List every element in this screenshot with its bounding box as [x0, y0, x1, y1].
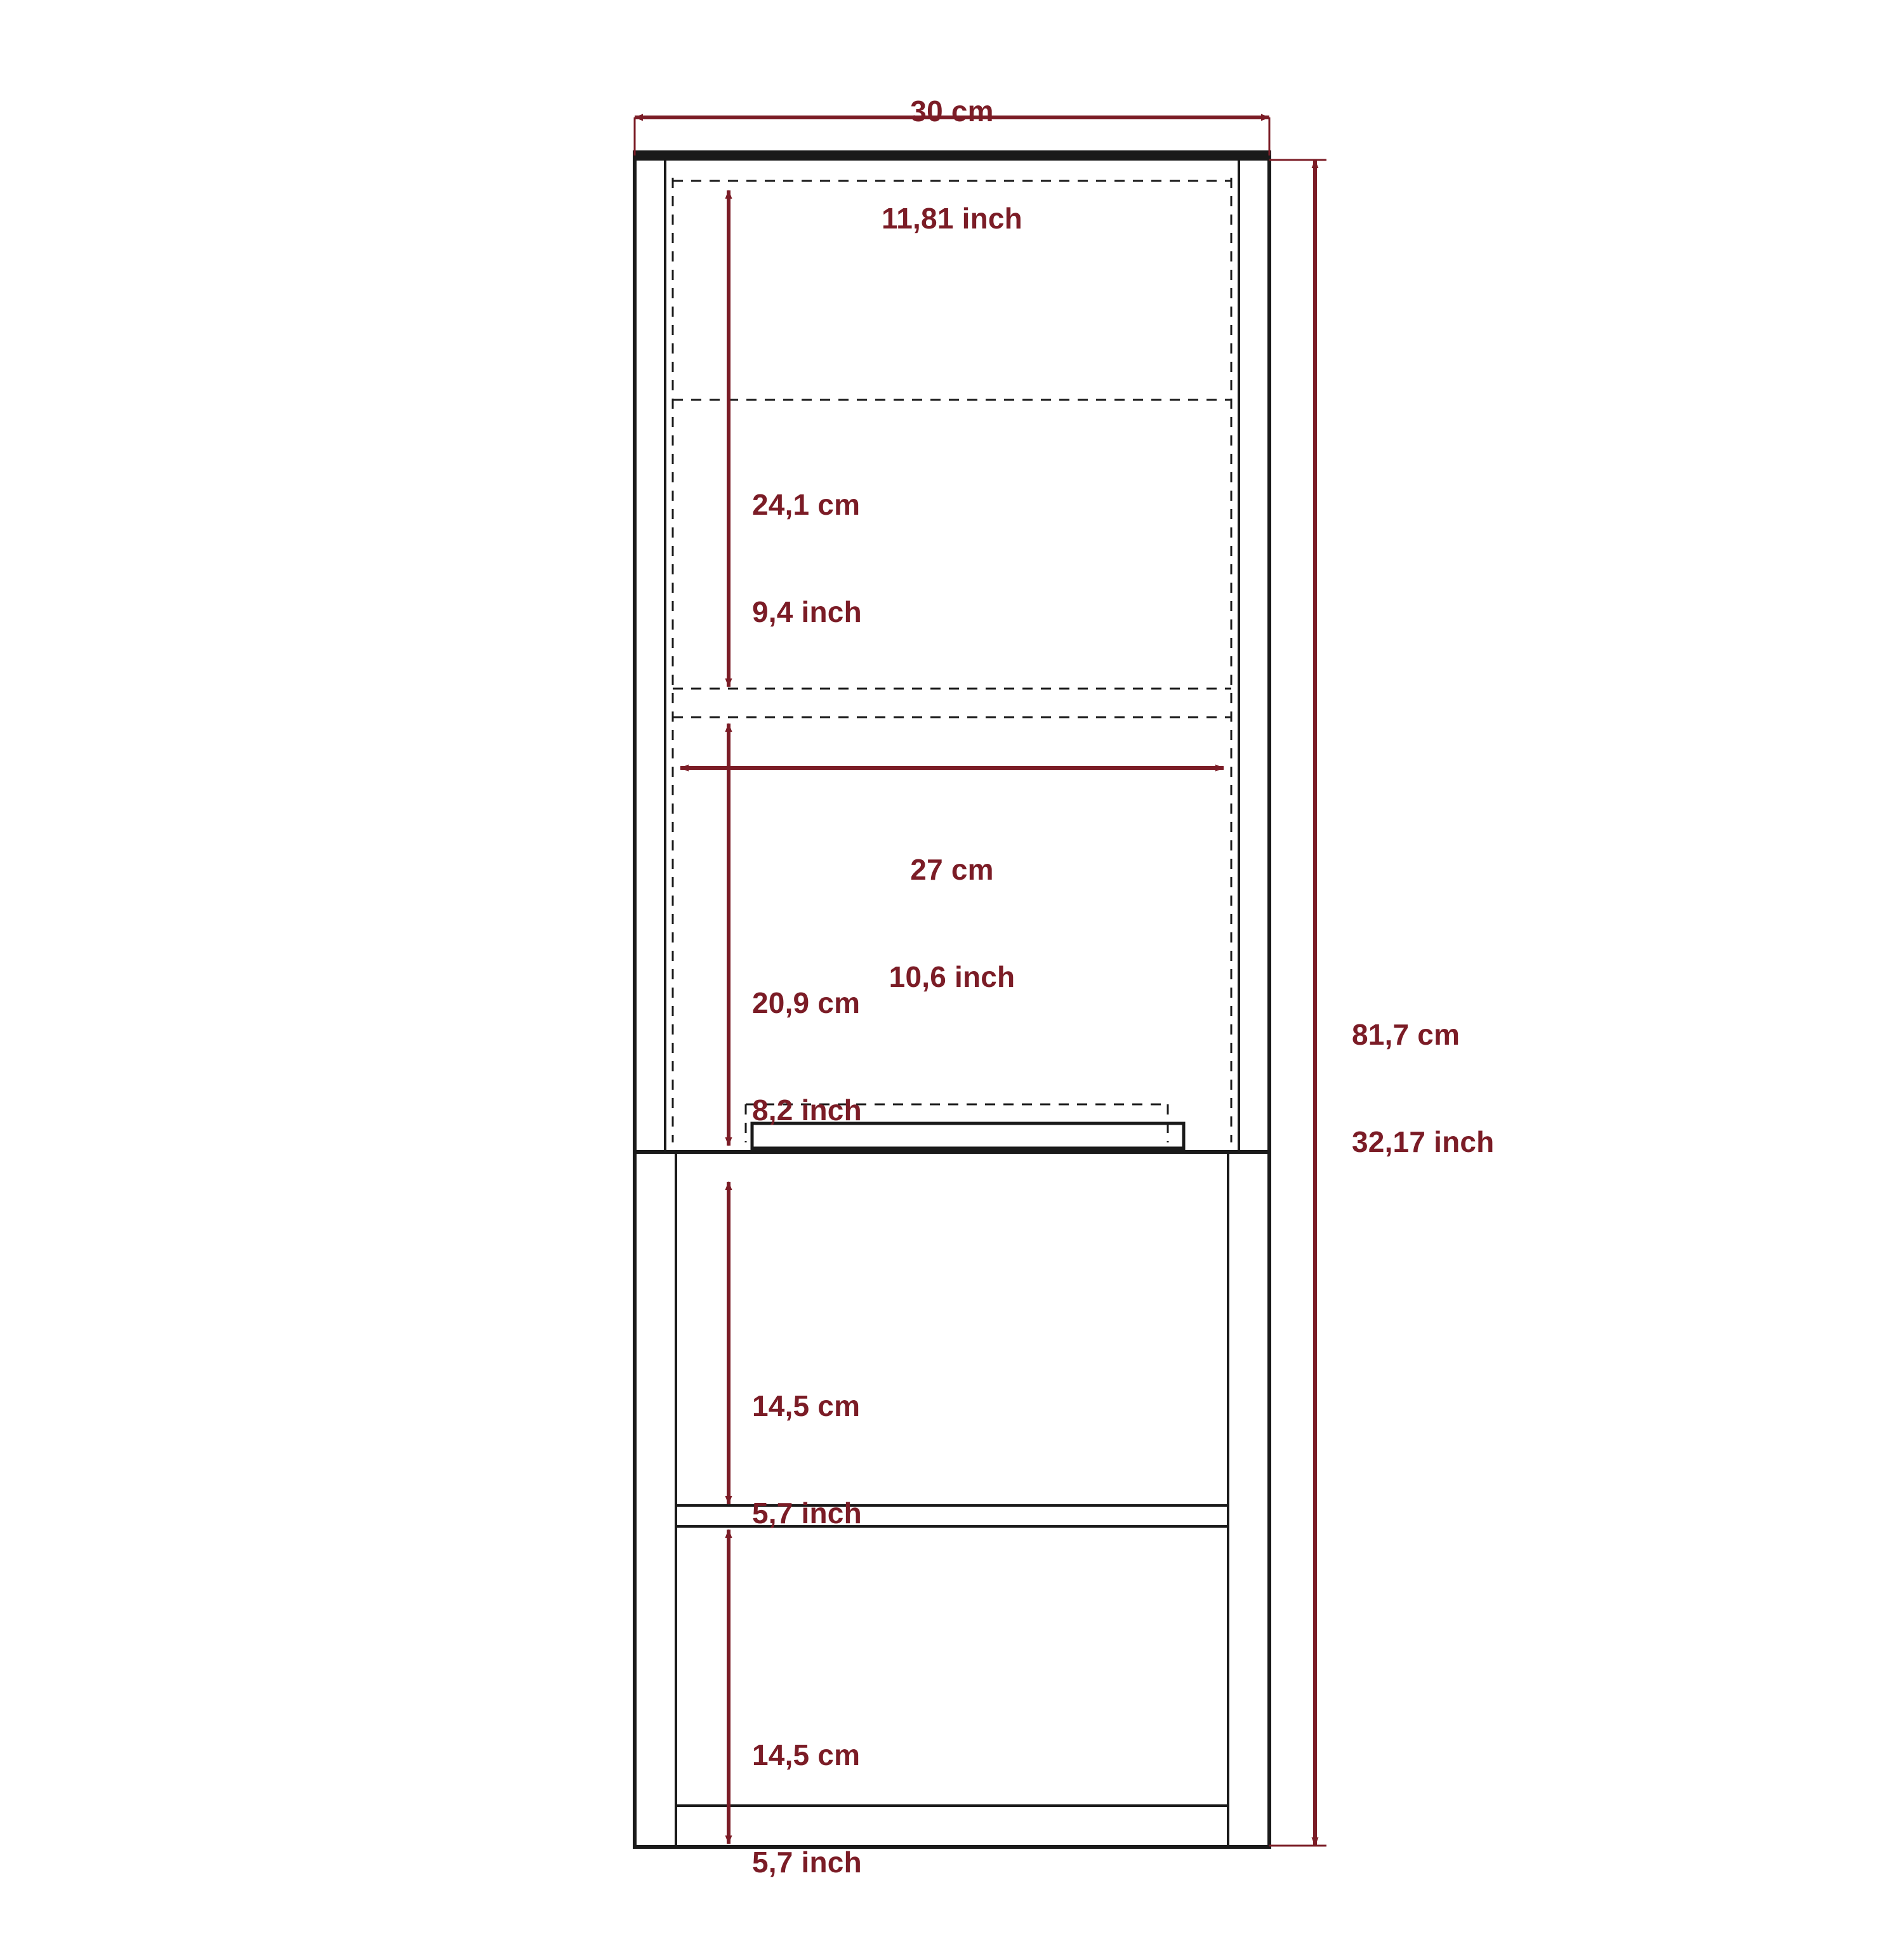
label-inner-width-imperial: 10,6 inch [889, 960, 1015, 993]
label-lower-shelf-1-metric: 14,5 cm [752, 1389, 861, 1423]
label-lower-shelf-2-height [752, 1666, 1019, 1951]
label-overall-width-metric: 30 cm [910, 95, 994, 128]
label-inner-width-metric: 27 cm [910, 853, 994, 887]
label-overall-height-metric: 81,7 cm [1352, 1018, 1460, 1052]
label-overall-width-imperial: 11,81 inch [882, 201, 1022, 235]
dimension-overall-height [1269, 160, 1326, 1846]
label-upper-compartment-metric: 24,1 cm [752, 488, 861, 522]
label-lower-shelf-1-height [752, 1317, 1019, 1602]
label-upper-compartment-imperial: 9,4 inch [752, 595, 862, 628]
label-lower-shelf-1-imperial: 5,7 inch [752, 1496, 862, 1530]
label-overall-height [1352, 946, 1618, 1231]
label-middle-compartment-metric: 20,9 cm [752, 986, 861, 1020]
label-upper-compartment-height [752, 416, 1019, 701]
label-overall-height-imperial: 32,17 inch [1352, 1125, 1495, 1158]
label-middle-compartment-height [752, 914, 1019, 1199]
label-lower-shelf-2-imperial: 5,7 inch [752, 1845, 862, 1879]
label-lower-shelf-2-metric: 14,5 cm [752, 1738, 861, 1772]
label-middle-compartment-imperial: 8,2 inch [752, 1093, 862, 1127]
label-overall-width [797, 22, 1107, 307]
